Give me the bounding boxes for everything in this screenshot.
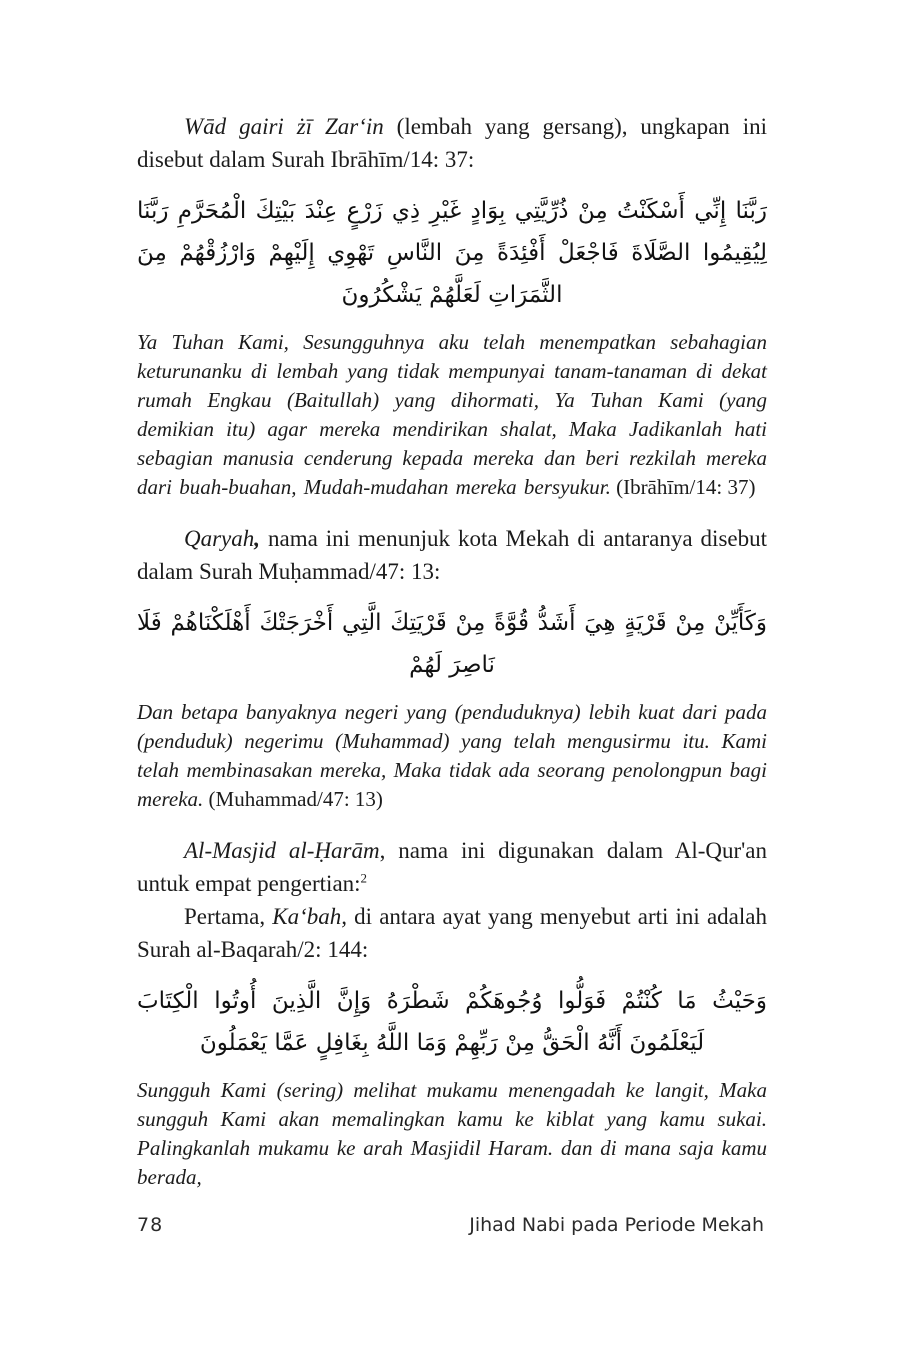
term-qaryah-comma: , [254,526,261,551]
paragraph-wad-gairi-text: (lembah yang gersang), ungkapan ini disebut dalam Surah Ibrāhīm/14: 37: [137,114,767,172]
paragraph-pertama-text: di antara ayat yang menyebut arti ini adalah Surah al-Baqarah/2: 144: [137,904,767,962]
paragraph-al-masjid-text: , nama ini digunakan dalam Al-Qur'an untuk empat pengertian: [137,838,767,896]
paragraph-qaryah [137,522,767,588]
paragraph-pertama-lead: Pertama, [184,904,273,929]
term-kabah: Ka‘bah, [272,904,348,929]
translation-ibrahim-14-37 [137,328,767,502]
running-title: Jihad Nabi pada Periode Mekah [469,1214,764,1236]
translation-muhammad-47-13 [137,698,767,814]
paragraph-wad-gairi [137,110,767,176]
arabic-verse-muhammad-47-13: وَكَأَيِّنْ مِنْ قَرْيَةٍ هِيَ أَشَدُّ قُوَّةً مِنْ قَرْيَتِكَ الَّتِي أَخْرَجَتْكَ أَهْلَكْنَاهُمْ فَلَا نَاصِرَ لَهُمْ [137,610,767,678]
paragraph-al-masjid-al-haram [137,834,767,900]
citation-muhammad: (Muhammad/47: 13) [203,787,383,811]
citation-ibrahim: (Ibrāhīm/14: 37) [610,475,756,499]
paragraph-pertama-kabah [137,900,767,966]
arabic-verse-baqarah-2-144: وَحَيْثُ مَا كُنْتُمْ فَوَلُّوا وُجُوهَكُمْ شَطْرَهُ وَإِنَّ الَّذِينَ أُوتُوا الْكِتَابَ لَيَعْلَمُونَ أَنَّهُ الْحَقُّ مِنْ رَبِّهِمْ وَمَا اللَّهُ بِغَافِلٍ عَمَّا يَعْمَلُونَ [137,988,767,1056]
term-wad-gairi: Wād gairi żī Zar‘in [184,114,384,139]
arabic-verse-ibrahim-14-37: رَبَّنَا إِنِّي أَسْكَنْتُ مِنْ ذُرِّيَّتِي بِوَادٍ غَيْرِ ذِي زَرْعٍ عِنْدَ بَيْتِكَ الْمُحَرَّمِ رَبَّنَا لِيُقِيمُوا الصَّلَاةَ فَاجْعَلْ أَفْئِدَةً مِنَ النَّاسِ تَهْوِي إِلَيْهِمْ وَارْزُقْهُمْ مِنَ الثَّمَرَاتِ لَعَلَّهُمْ يَشْكُرُونَ [137,198,767,308]
page-number: 78 [137,1214,164,1236]
term-qaryah: Qaryah [184,526,255,551]
footnote-marker: 2 [360,870,368,886]
term-al-masjid-al-haram: Al-Masjid al-Ḥarām [184,838,380,863]
translation-baqarah-text: Sungguh Kami (sering) melihat mukamu menengadah ke langit, Maka sungguh Kami akan memalingkan kamu ke kiblat yang kamu sukai. Palingkanlah mukamu ke arah Masjidil Haram. dan di mana saja kamu berada, [137,1078,767,1189]
translation-muhammad-text: Dan betapa banyaknya negeri yang (penduduknya) lebih kuat dari pada (penduduk) negerimu (Muhammad) yang telah mengusirmu itu. Kami telah membinasakan mereka, Maka tidak ada seorang penolongpun bagi mereka. [137,700,767,811]
page-body [137,110,767,1212]
page-footer [137,1214,764,1236]
paragraph-qaryah-text: nama ini menunjuk kota Mekah di antaranya disebut dalam Surah Muḥammad/47: 13: [137,526,767,584]
translation-ibrahim-text: Ya Tuhan Kami, Sesungguhnya aku telah menempatkan sebahagian keturunanku di lembah yang tidak mempunyai tanam-tanaman di dekat rumah Engkau (Baitullah) yang dihormati, Ya Tuhan Kami (yang demikian itu) agar mereka mendirikan shalat, Maka Jadikanlah hati sebagian manusia cenderung kepada mereka dan beri rezkilah mereka dari buah-buahan, Mudah-mudahan mereka bersyukur. [137,330,767,499]
translation-baqarah-2-144 [137,1076,767,1192]
